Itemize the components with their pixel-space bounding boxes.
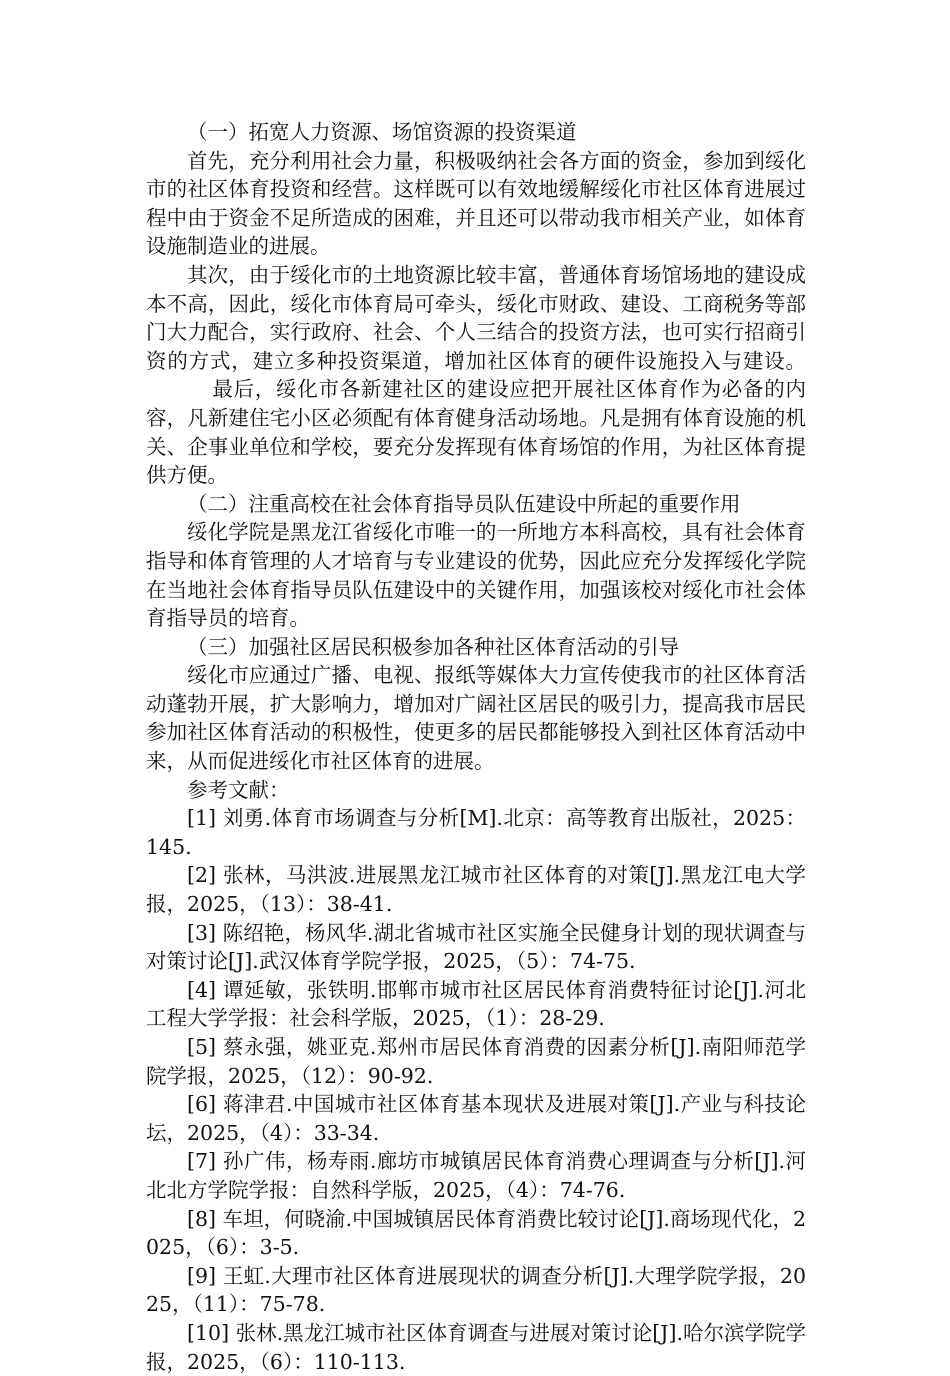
- references-heading: 参考文献：: [187, 777, 290, 802]
- reference-item: [6] 蒋津君.中国城市社区体育基本现状及进展对策[J].产业与科技论坛，2025，（4）：33-34.: [146, 1092, 806, 1145]
- reference-item: [5] 蔡永强，姚亚克.郑州市居民体育消费的因素分析[J].南阳师范学院学报，2025，（12）：90-92.: [146, 1035, 806, 1088]
- document-body: [146, 118, 806, 1376]
- section-1-paragraph-2: [146, 261, 806, 490]
- reference-item: [4] 谭延敏，张铁明.邯郸市城市社区居民体育消费特征讨论[J].河北工程大学学报：社会科学版，2025，（1）：28-29.: [146, 977, 806, 1031]
- section-3-heading: （三）加强社区居民积极参加各种社区体育活动的引导: [187, 634, 679, 659]
- reference-item: [9] 王虹.大理市社区体育进展现状的调查分析[J].大理学院学报，2025，（11）：75-78.: [146, 1263, 806, 1317]
- reference-item: [1] 刘勇.体育市场调查与分析[M].北京：高等教育出版社，2025：145.: [146, 806, 806, 859]
- reference-item: [3] 陈绍艳，杨风华.湖北省城市社区实施全民健身计划的现状调查与对策讨论[J].武汉体育学院学报，2025，（5）：74-75.: [146, 920, 806, 974]
- section-1-paragraph-2b: 最后，绥化市各新建社区的建设应把开展社区体育作为必备的内容，凡新建住宅小区必须配有体育健身活动场地。凡是拥有体育设施的机关、企事业单位和学校，要充分发挥现有体育场馆的作用，为社区体育提供方便。: [146, 377, 806, 488]
- section-1-heading: （一）拓宽人力资源、场馆资源的投资渠道: [187, 120, 577, 144]
- reference-item: [8] 车坦，何晓渝.中国城镇居民体育消费比较讨论[J].商场现代化，2025，（6）：3-5.: [146, 1206, 806, 1260]
- reference-item: [2] 张林，马洪波.进展黑龙江城市社区体育的对策[J].黑龙江电大学报，2025，（13）：38-41.: [146, 863, 806, 917]
- section-2-heading: （二）注重高校在社会体育指导员队伍建设中所起的重要作用: [187, 491, 741, 516]
- section-1-paragraph-2a: 其次，由于绥化市的土地资源比较丰富，普通体育场馆场地的建设成本不高，因此，绥化市体育局可牵头，绥化市财政、建设、工商税务等部门大力配合，实行政府、社会、个人三结合的投资方法，也可实行招商引资的方式，建立多种投资渠道，增加社区体育的硬件设施投入与建设。: [146, 262, 806, 373]
- section-1-paragraph-1: 首先，充分利用社会力量，积极吸纳社会各方面的资金，参加到绥化市的社区体育投资和经营。这样既可以有效地缓解绥化市社区体育进展过程中由于资金不足所造成的困难，并且还可以带动我市相关产业，如体育设施制造业的进展。: [146, 148, 806, 259]
- section-2-paragraph-1: 绥化学院是黑龙江省绥化市唯一的一所地方本科高校，具有社会体育指导和体育管理的人才培育与专业建设的优势，因此应充分发挥绥化学院在当地社会体育指导员队伍建设中的关键作用，加强该校对绥化市社会体育指导员的培育。: [146, 520, 806, 631]
- reference-item: [10] 张林.黑龙江城市社区体育调查与进展对策讨论[J].哈尔滨学院学报，2025，（6）：110-113.: [146, 1320, 806, 1374]
- reference-item: [7] 孙广伟，杨寿雨.廊坊市城镇居民体育消费心理调查与分析[J].河北北方学院学报：自然科学版，2025，（4）：74-76.: [146, 1149, 806, 1202]
- section-3-paragraph-1: 绥化市应通过广播、电视、报纸等媒体大力宣传使我市的社区体育活动蓬勃开展，扩大影响力，增加对广阔社区居民的吸引力，提高我市居民参加社区体育活动的积极性，使更多的居民都能够投入到社区体育活动中来，从而促进绥化市社区体育的进展。: [146, 663, 806, 774]
